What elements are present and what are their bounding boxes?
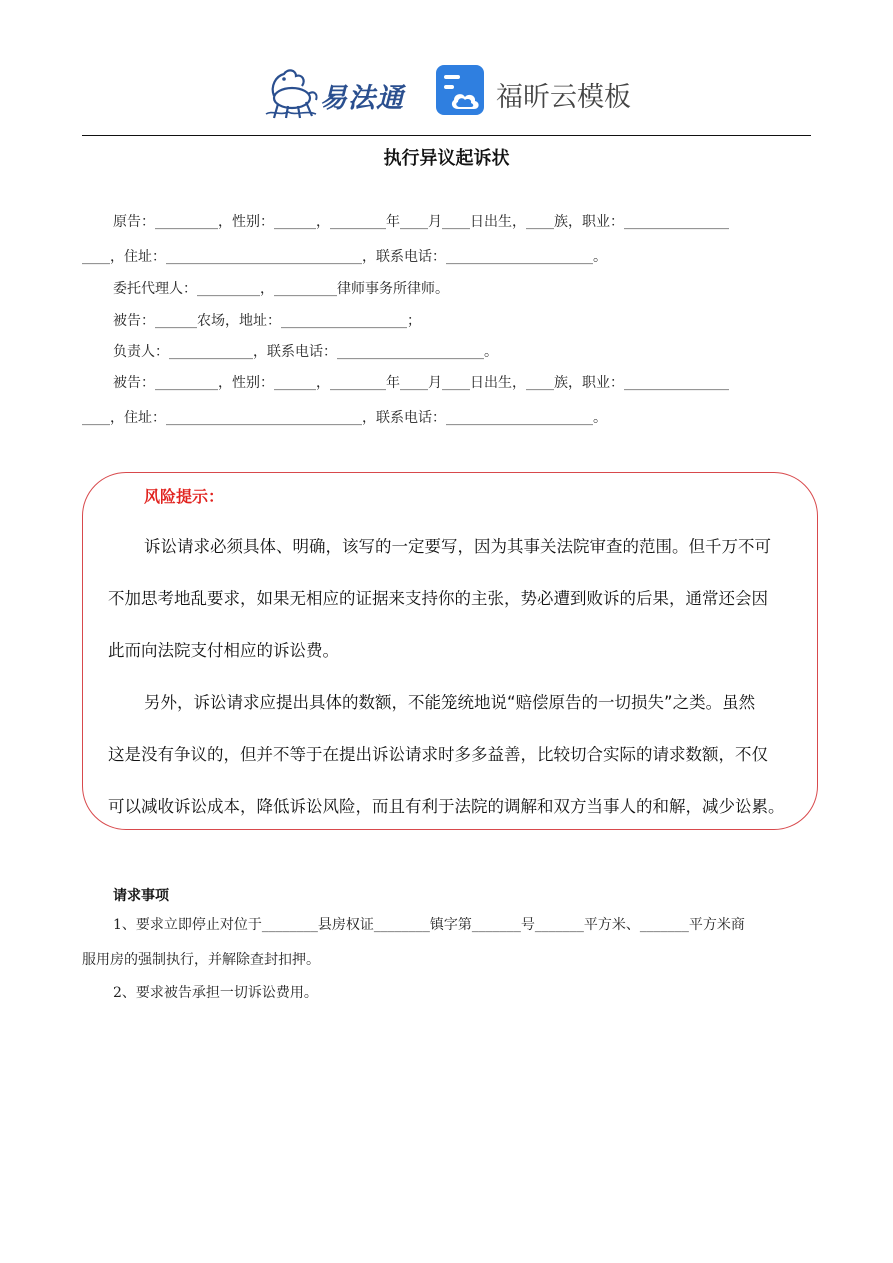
party-line: 被告：_________，性别：______，________年____月____日出生，____族，职业：_______________ [113, 375, 729, 391]
cloud-document-icon [436, 65, 486, 115]
risk-warning-title: 风险提示： [144, 487, 225, 506]
fuxin-logo-text: 福昕云模板 [496, 82, 631, 113]
header-divider [82, 135, 811, 136]
party-line: 被告：______农场，地址：__________________； [113, 313, 421, 329]
request-line: 1、要求立即停止对位于________县房权证________镇字第_______号_______平方米、_______平方米商 [113, 917, 745, 933]
yifatong-logo-text: 易法通 [320, 83, 404, 114]
party-line: 委托代理人：_________，_________律师事务所律师。 [113, 281, 449, 297]
party-line: ____，住址：____________________________，联系电话：_____________________。 [82, 249, 607, 265]
risk-warning-line: 不加思考地乱要求，如果无相应的证据来支持你的主张，势必遭到败诉的后果，通常还会因 [108, 589, 768, 608]
document-title: 执行异议起诉状 [383, 148, 510, 169]
requests-heading: 请求事项 [113, 888, 169, 904]
fuxin-logo [436, 65, 636, 119]
request-line: 2、要求被告承担一切诉讼费用。 [113, 985, 318, 1001]
party-line: 负责人：____________，联系电话：_____________________。 [113, 344, 498, 360]
risk-warning-line: 这是没有争议的，但并不等于在提出诉讼请求时多多益善，比较切合实际的请求数额，不仅 [108, 745, 768, 764]
yifatong-logo [262, 62, 412, 120]
horse-emblem-icon [262, 64, 320, 120]
party-line: ____，住址：____________________________，联系电话：_____________________。 [82, 410, 607, 426]
risk-warning-line: 诉讼请求必须具体、明确，该写的一定要写，因为其事关法院审查的范围。但千万不可 [144, 537, 771, 556]
page-header [0, 58, 893, 124]
risk-warning-line: 可以减收诉讼成本，降低诉讼风险，而且有利于法院的调解和双方当事人的和解，减少讼累。 [108, 797, 785, 816]
request-line: 服用房的强制执行，并解除查封扣押。 [82, 952, 320, 968]
party-line: 原告：_________，性别：______，________年____月____日出生，____族，职业：_______________ [113, 214, 729, 230]
risk-warning-line: 另外，诉讼请求应提出具体的数额，不能笼统地说“赔偿原告的一切损失”之类。虽然 [144, 693, 756, 712]
risk-warning-line: 此而向法院支付相应的诉讼费。 [108, 641, 339, 660]
